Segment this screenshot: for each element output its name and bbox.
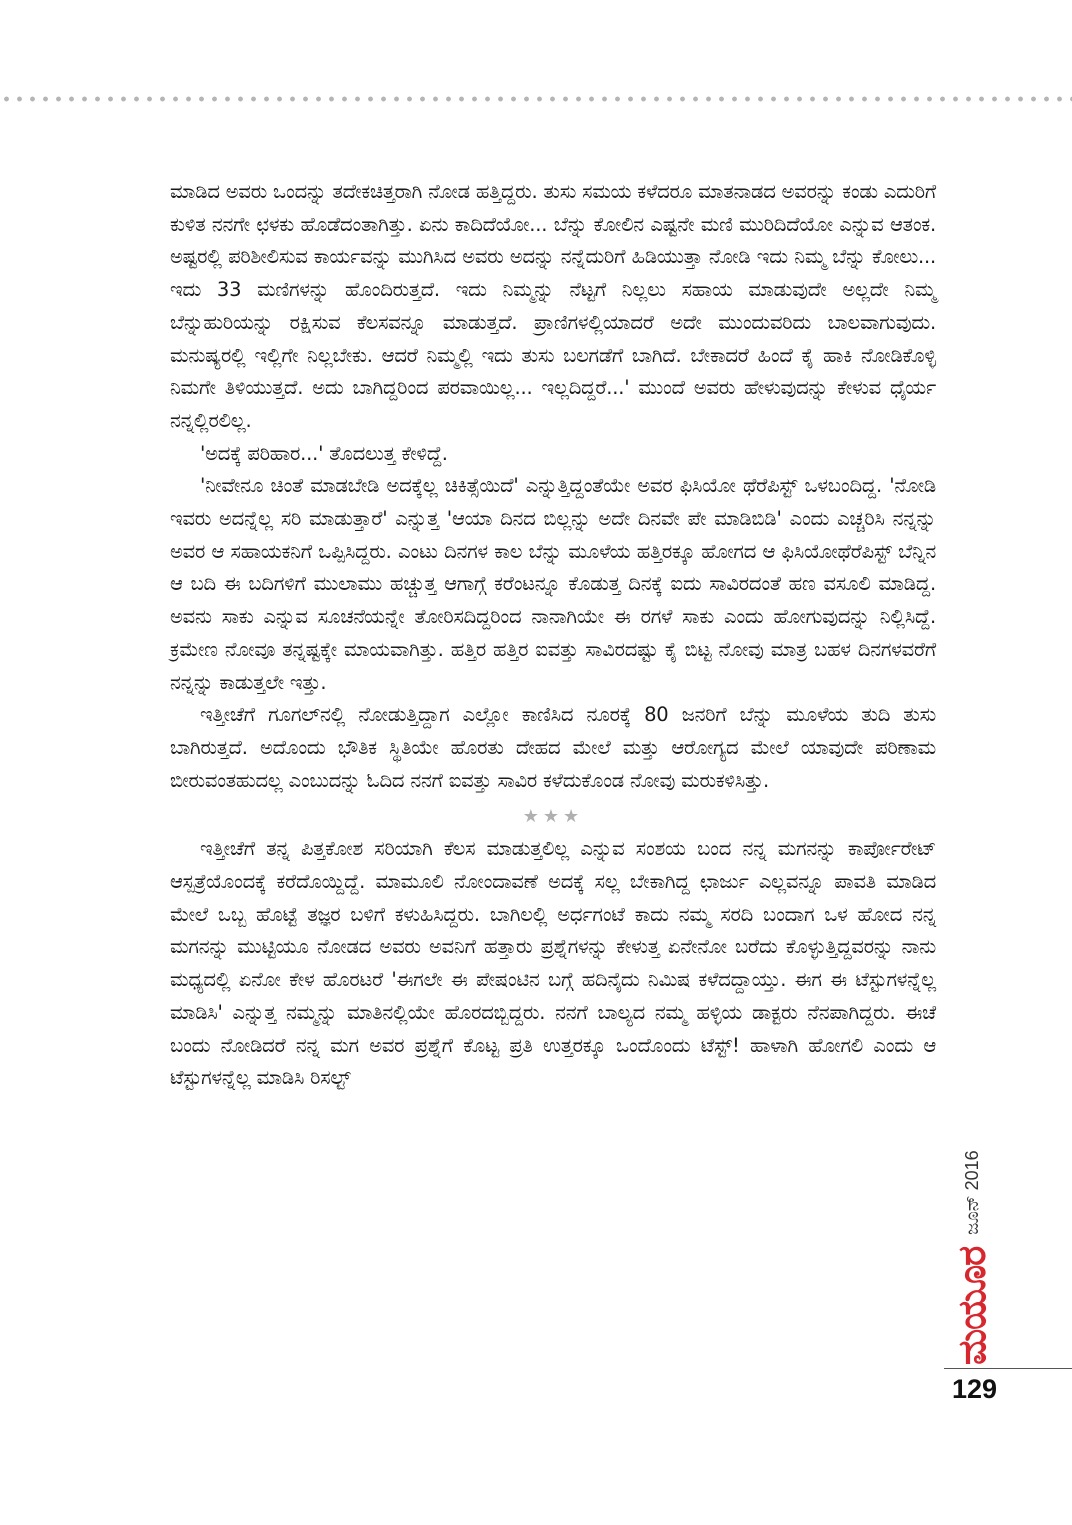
issue-date: ಜೂನ್ 2016 <box>962 1150 982 1235</box>
masthead-sidebar <box>950 1095 994 1365</box>
dotted-top-rule <box>0 96 1072 102</box>
magazine-title: ಮಯೂರ <box>950 1246 994 1365</box>
paragraph-5: ಇತ್ತೀಚೆಗೆ ತನ್ನ ಪಿತ್ತಕೋಶ ಸರಿಯಾಗಿ ಕೆಲಸ ಮಾಡುತ್ತಲಿಲ್ಲ ಎನ್ನುವ ಸಂಶಯ ಬಂದ ನನ್ನ ಮಗನನ್ನು ಕಾರ್ಪೋರೇಟ್ ಆಸ್ಪತ್ರೆಯೊಂದಕ್ಕೆ ಕರೆದೊಯ್ದಿದ್ದೆ. ಮಾಮೂಲಿ ನೋಂದಾವಣೆ ಅದಕ್ಕೆ ಸಲ್ಲ ಬೇಕಾಗಿದ್ದ ಛಾರ್ಜು ಎಲ್ಲವನ್ನೂ ಪಾವತಿ ಮಾಡಿದ ಮೇಲೆ ಒಬ್ಬ ಹೊಟ್ಟೆ ತಜ್ಞರ ಬಳಿಗೆ ಕಳುಹಿಸಿದ್ದರು. ಬಾಗಿಲಲ್ಲಿ ಅರ್ಧಗಂಟೆ ಕಾದು ನಮ್ಮ ಸರದಿ ಬಂದಾಗ ಒಳ ಹೋದ ನನ್ನ ಮಗನನ್ನು ಮುಟ್ಟಿಯೂ ನೋಡದ ಅವರು ಅವನಿಗೆ ಹತ್ತಾರು ಪ್ರಶ್ನೆಗಳನ್ನು ಕೇಳುತ್ತ ಏನೇನೋ ಬರೆದು ಕೊಳ್ಳುತ್ತಿದ್ದವರನ್ನು ನಾನು ಮಧ್ಯದಲ್ಲಿ ಏನೋ ಕೇಳ ಹೊರಟರೆ 'ಈಗಲೇ ಈ ಪೇಷಂಟಿನ ಬಗ್ಗೆ ಹದಿನೈದು ನಿಮಿಷ ಕಳೆದದ್ದಾಯ್ತು. ಈಗ ಈ ಟೆಸ್ಟುಗಳನ್ನೆಲ್ಲ ಮಾಡಿಸಿ' ಎನ್ನುತ್ತ ನಮ್ಮನ್ನು ಮಾತಿನಲ್ಲಿಯೇ ಹೊರದಬ್ಬಿದ್ದರು. ನನಗೆ ಬಾಲ್ಯದ ನಮ್ಮ ಹಳ್ಳಿಯ ಡಾಕ್ಟರು ನೆನಪಾಗಿದ್ದರು. ಈಚೆ ಬಂದು ನೋಡಿದರೆ ನನ್ನ ಮಗ ಅವರ ಪ್ರಶ್ನೆಗೆ ಕೊಟ್ಟ ಪ್ರತಿ ಉತ್ತರಕ್ಕೂ ಒಂದೊಂದು ಟೆಸ್ಟ್! ಹಾಳಾಗಿ ಹೋಗಲಿ ಎಂದು ಆ ಟೆಸ್ಟುಗಳನ್ನೆಲ್ಲ ಮಾಡಿಸಿ ರಿಸಲ್ಟ್ <box>170 837 937 1090</box>
masthead <box>950 1095 994 1365</box>
article-body <box>170 176 936 1095</box>
paragraph-3: 'ನೀವೇನೂ ಚಿಂತೆ ಮಾಡಬೇಡಿ ಅದಕ್ಕೆಲ್ಲ ಚಿಕಿತ್ಸೆಯಿದೆ' ಎನ್ನುತ್ತಿದ್ದಂತೆಯೇ ಅವರ ಫಿಸಿಯೋ ಥೆರೆಪಿಸ್ಟ್ ಒಳಬಂದಿದ್ದ. 'ನೋಡಿ ಇವರು ಅದನ್ನೆಲ್ಲ ಸರಿ ಮಾಡುತ್ತಾರೆ' ಎನ್ನುತ್ತ 'ಆಯಾ ದಿನದ ಬಿಲ್ಲನ್ನು ಅದೇ ದಿನವೇ ಪೇ ಮಾಡಿಬಿಡಿ' ಎಂದು ಎಚ್ಚರಿಸಿ ನನ್ನನ್ನು ಅವರ ಆ ಸಹಾಯಕನಿಗೆ ಒಪ್ಪಿಸಿದ್ದರು. ಎಂಟು ದಿನಗಳ ಕಾಲ ಬೆನ್ನು ಮೂಳೆಯ ಹತ್ತಿರಕ್ಕೂ ಹೋಗದ ಆ ಫಿಸಿಯೋಥೆರೆಪಿಸ್ಟ್ ಬೆನ್ನಿನ ಆ ಬದಿ ಈ ಬದಿಗಳಿಗೆ ಮುಲಾಮು ಹಚ್ಚುತ್ತ ಆಗಾಗ್ಗೆ ಕರೆಂಟನ್ನೂ ಕೊಡುತ್ತ ದಿನಕ್ಕೆ ಐದು ಸಾವಿರದಂತೆ ಹಣ ವಸೂಲಿ ಮಾಡಿದ್ದ. ಅವನು ಸಾಕು ಎನ್ನುವ ಸೂಚನೆಯನ್ನೇ ತೋರಿಸದಿದ್ದರಿಂದ ನಾನಾಗಿಯೇ ಈ ರಗಳೆ ಸಾಕು ಎಂದು ಹೋಗುವುದನ್ನು ನಿಲ್ಲಿಸಿದ್ದೆ. ಕ್ರಮೇಣ ನೋವೂ ತನ್ನಷ್ಟಕ್ಕೇ ಮಾಯವಾಗಿತ್ತು. ಹತ್ತಿರ ಹತ್ತಿರ ಐವತ್ತು ಸಾವಿರದಷ್ಟು ಕೈ ಬಿಟ್ಟ ನೋವು ಮಾತ್ರ ಬಹಳ ದಿನಗಳವರೆಗೆ ನನ್ನನ್ನು ಕಾಡುತ್ತಲೇ ಇತ್ತು. <box>170 474 936 694</box>
section-separator: ★★★ <box>522 806 584 828</box>
paragraph-4: ಇತ್ತೀಚೆಗೆ ಗೂಗಲ್‌ನಲ್ಲಿ ನೋಡುತ್ತಿದ್ದಾಗ ಎಲ್ಲೋ ಕಾಣಿಸಿದ ನೂರಕ್ಕೆ 80 ಜನರಿಗೆ ಬೆನ್ನು ಮೂಳೆಯ ತುದಿ ತುಸು ಬಾಗಿರುತ್ತದೆ. ಅದೊಂದು ಭೌತಿಕ ಸ್ಥಿತಿಯೇ ಹೊರತು ದೇಹದ ಮೇಲೆ ಮತ್ತು ಆರೋಗ್ಯದ ಮೇಲೆ ಯಾವುದೇ ಪರಿಣಾಮ ಬೀರುವಂತಹುದಲ್ಲ ಎಂಬುದನ್ನು ಓದಿದ ನನಗೆ ಐವತ್ತು ಸಾವಿರ ಕಳೆದುಕೊಂಡ ನೋವು ಮರುಕಳಿಸಿತ್ತು. <box>170 703 936 792</box>
paragraph-1: ಮಾಡಿದ ಅವರು ಒಂದನ್ನು ತದೇಕಚಿತ್ತರಾಗಿ ನೋಡ ಹತ್ತಿದ್ದರು. ತುಸು ಸಮಯ ಕಳೆದರೂ ಮಾತನಾಡದ ಅವರನ್ನು ಕಂಡು ಎದುರಿಗೆ ಕುಳಿತ ನನಗೇ ಛಳಕು ಹೊಡೆದಂತಾಗಿತ್ತು. ಏನು ಕಾದಿದೆಯೋ... ಬೆನ್ನು ಕೋಲಿನ ಎಷ್ಟನೇ ಮಣಿ ಮುರಿದಿದೆಯೋ ಎನ್ನುವ ಆತಂಕ. ಅಷ್ಟರಲ್ಲಿ ಪರಿಶೀಲಿಸುವ ಕಾರ್ಯವನ್ನು ಮುಗಿಸಿದ ಅವರು ಅದನ್ನು ನನ್ನೆದುರಿಗೆ ಹಿಡಿಯುತ್ತಾ ನೋಡಿ ಇದು ನಿಮ್ಮ ಬೆನ್ನು ಕೋಲು... ಇದು 33 ಮಣಿಗಳನ್ನು ಹೊಂದಿರುತ್ತದೆ. ಇದು ನಿಮ್ಮನ್ನು ನೆಟ್ಟಗೆ ನಿಲ್ಲಲು ಸಹಾಯ ಮಾಡುವುದೇ ಅಲ್ಲದೇ ನಿಮ್ಮ ಬೆನ್ನುಹುರಿಯನ್ನು ರಕ್ಷಿಸುವ ಕೆಲಸವನ್ನೂ ಮಾಡುತ್ತದೆ. ಪ್ರಾಣಿಗಳಲ್ಲಿಯಾದರೆ ಅದೇ ಮುಂದುವರಿದು ಬಾಲವಾಗುವುದು. ಮನುಷ್ಯರಲ್ಲಿ ಇಲ್ಲಿಗೇ ನಿಲ್ಲಬೇಕು. ಆದರೆ ನಿಮ್ಮಲ್ಲಿ ಇದು ತುಸು ಬಲಗಡೆಗೆ ಬಾಗಿದೆ. ಬೇಕಾದರೆ ಹಿಂದೆ ಕೈ ಹಾಕಿ ನೋಡಿಕೊಳ್ಳಿ ನಿಮಗೇ ತಿಳಿಯುತ್ತದೆ. ಅದು ಬಾಗಿದ್ದರಿಂದ ಪರವಾಯಿಲ್ಲ... ಇಲ್ಲದಿದ್ದರೆ...' ಮುಂದೆ ಅವರು ಹೇಳುವುದನ್ನು ಕೇಳುವ ಧೈರ್ಯ ನನ್ನಲ್ಲಿರಲಿಲ್ಲ. <box>170 180 936 432</box>
footer-rule <box>944 1368 1072 1369</box>
page-number: 129 <box>952 1374 998 1404</box>
paragraph-2: 'ಅದಕ್ಕೆ ಪರಿಹಾರ...' ತೊದಲುತ್ತ ಕೇಳಿದ್ದೆ. <box>200 441 448 465</box>
